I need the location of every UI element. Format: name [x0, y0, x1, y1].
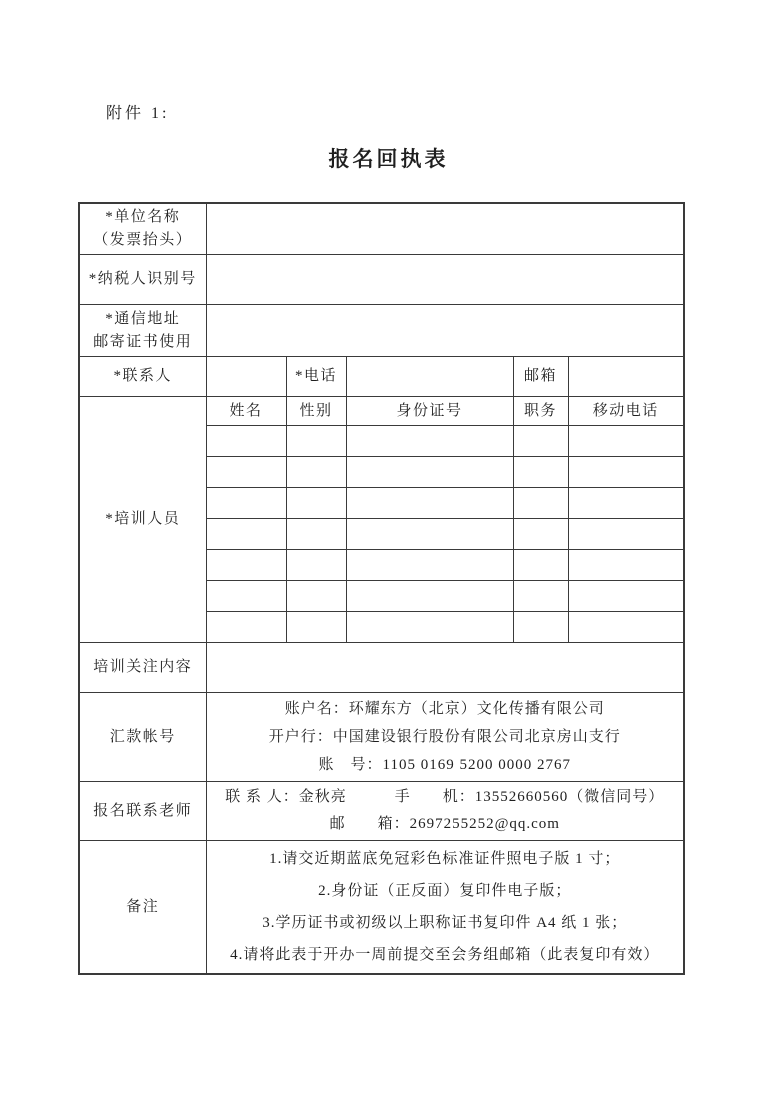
unit-name-label: [79, 203, 206, 255]
trainee-col-position: 职务: [513, 397, 568, 426]
mailing-address-label-line1: *通信地址: [105, 310, 181, 327]
registration-form-table: [78, 202, 685, 975]
registration-teacher-value-cell: [206, 782, 684, 841]
taxpayer-id-row: [79, 255, 684, 305]
remittance-bank: 开户行：中国建设银行股份有限公司北京房山支行: [268, 729, 621, 745]
trainee-col-id-number: 身份证号: [346, 397, 513, 426]
phone-label: *电话: [286, 357, 346, 397]
trainee-cell: [346, 488, 513, 519]
unit-name-row: [79, 203, 684, 255]
teacher-contact-line: 联 系 人：金秋亮 手 机：13552660560（微信同号）: [225, 789, 665, 805]
trainee-cell: [568, 457, 684, 488]
remittance-account-name: 账户名：环耀东方（北京）文化传播有限公司: [284, 701, 605, 717]
teacher-email-line: 邮 箱：2697255252@qq.com: [329, 816, 560, 832]
remittance-row: [79, 693, 684, 782]
trainee-cell: [568, 612, 684, 643]
focus-content-row: [79, 643, 684, 693]
trainee-cell: [206, 426, 286, 457]
mailing-address-row: [79, 305, 684, 357]
attachment-label: 附件 1:: [106, 105, 170, 122]
mailing-address-value-cell: [206, 305, 684, 357]
unit-name-label-line2: （发票抬头）: [93, 232, 193, 248]
trainee-cell: [346, 426, 513, 457]
trainee-cell: [513, 426, 568, 457]
registration-teacher-label: 报名联系老师: [79, 782, 206, 841]
trainee-cell: [346, 519, 513, 550]
trainee-cell: [513, 581, 568, 612]
remittance-value-cell: [206, 693, 684, 782]
trainee-cell: [286, 581, 346, 612]
trainee-cell: [513, 550, 568, 581]
trainee-cell: [346, 550, 513, 581]
page-title: 报名回执表: [328, 147, 449, 171]
mailing-address-label: [79, 305, 206, 357]
remittance-account-number: 账 号：1105 0169 5200 0000 2767: [318, 757, 571, 773]
taxpayer-id-label: *纳税人识别号: [79, 255, 206, 305]
trainee-cell: [286, 550, 346, 581]
note-line-1: 1.请交近期蓝底免冠彩色标准证件照电子版 1 寸；: [269, 851, 621, 867]
note-line-2: 2.身份证（正反面）复印件电子版；: [318, 883, 572, 899]
trainee-cell: [286, 457, 346, 488]
trainee-cell: [568, 426, 684, 457]
trainee-col-name: 姓名: [206, 397, 286, 426]
focus-content-label: 培训关注内容: [79, 643, 206, 693]
trainee-cell: [568, 550, 684, 581]
trainee-col-mobile: 移动电话: [568, 397, 684, 426]
email-label: 邮箱: [513, 357, 568, 397]
taxpayer-id-value-cell: [206, 255, 684, 305]
unit-name-label-line1: *单位名称: [105, 209, 181, 225]
trainee-cell: [206, 457, 286, 488]
trainee-cell: [206, 550, 286, 581]
trainee-cell: [513, 519, 568, 550]
trainee-cell: [513, 457, 568, 488]
remittance-label: 汇款帐号: [79, 693, 206, 782]
trainee-cell: [346, 612, 513, 643]
notes-value-cell: [206, 841, 684, 975]
notes-label: 备注: [79, 841, 206, 975]
trainee-cell: [513, 612, 568, 643]
trainee-cell: [568, 581, 684, 612]
email-value-cell: [568, 357, 684, 397]
trainee-cell: [568, 519, 684, 550]
note-line-4: 4.请将此表于开办一周前提交至会务组邮箱（此表复印有效）: [230, 947, 660, 963]
trainee-col-gender: 性别: [286, 397, 346, 426]
trainee-cell: [568, 488, 684, 519]
trainee-cell: [206, 612, 286, 643]
contact-person-value-cell: [206, 357, 286, 397]
note-line-3: 3.学历证书或初级以上职称证书复印件 A4 纸 1 张；: [262, 915, 628, 931]
trainee-header-row: [79, 397, 684, 426]
phone-value-cell: [346, 357, 513, 397]
registration-teacher-row: [79, 782, 684, 841]
unit-name-value-cell: [206, 203, 684, 255]
mailing-address-label-line2: 邮寄证书使用: [93, 333, 193, 350]
trainee-cell: [206, 519, 286, 550]
trainee-cell: [286, 612, 346, 643]
trainee-cell: [286, 426, 346, 457]
trainee-cell: [513, 488, 568, 519]
trainee-cell: [206, 581, 286, 612]
trainee-cell: [206, 488, 286, 519]
trainee-cell: [346, 457, 513, 488]
trainees-label: *培训人员: [79, 397, 206, 643]
focus-content-value-cell: [206, 643, 684, 693]
trainee-cell: [286, 519, 346, 550]
trainee-cell: [346, 581, 513, 612]
notes-row: [79, 841, 684, 975]
contact-row: [79, 357, 684, 397]
contact-person-label: *联系人: [79, 357, 206, 397]
trainee-cell: [286, 488, 346, 519]
